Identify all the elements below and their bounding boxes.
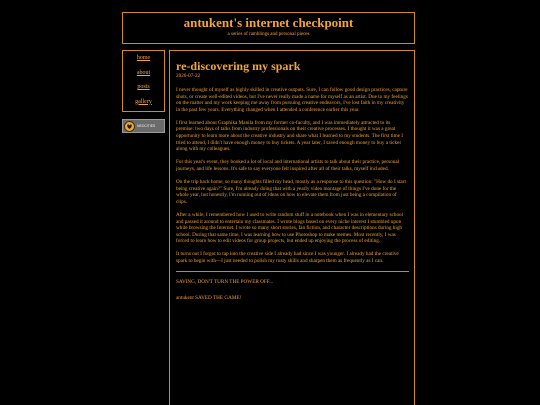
cat-icon [124, 121, 135, 132]
nav-link-posts[interactable]: posts [137, 84, 150, 90]
post-paragraph: For this year's event, they booked a lot of local and international artists to talk about their practice, personal journeys, and life lessons. It's safe to say everyone felt inspired after all of their talks, myself included. [176, 159, 400, 172]
save-prompt: SAVING, DON'T TURN THE POWER OFF... [176, 279, 274, 286]
post-content [169, 50, 415, 405]
badge-text: NEOCITIES [137, 124, 156, 128]
post-paragraph: On the trip back home, so many thoughts filled my head, mostly as a response to this question: "How do I start being creative again?" Sure, I'm already doing that with a yearly video montage of things I've done for the whole year, but honestly, I'm running out of ideas on how to elevate them from just being a compilation of clips. [176, 179, 406, 205]
post-date: 2026-07-22 [176, 73, 201, 79]
site-subtitle: a series of ramblings and personal pieces [227, 32, 310, 37]
site-title: antukent's internet checkpoint [183, 15, 354, 30]
nav-link-about[interactable]: about [136, 69, 151, 76]
save-done: antukent SAVED THE GAME! [176, 295, 242, 302]
post-title: re-discovering my spark [176, 59, 301, 73]
post-paragraph: It turns out I forgot to tap into the creative side I already had since I was younger. I already had the creative spark to begin with—I just needed to polish my rusty skills and sharpen them as frequently as I can. [176, 251, 399, 264]
nav-link-gallery[interactable]: gallery [135, 98, 152, 105]
divider [176, 271, 409, 272]
post-paragraph: I never thought of myself as highly skilled in creative outputs. Sure, I can follow good design practices, capture shots, or create well-edited videos, but I've never really made a name for myself as an artist. Due to my feelings on the matter and my work keeping me away from pursuing creative endeavors, I've lost faith in my creativity in the past few years. Everything changed when I attended a conference earlier this year. [176, 87, 408, 113]
post-paragraph: After a while, I remembered how I used to write random stuff in a notebook when I was in elementary school and passed it around to entertain my classmates. I wrote blogs based on every niche interest I stumbled upon while browsing the Internet. I wrote so many short stories, fan fiction, and character descriptions during high school. During that same time, I was learning how to use Photoshop to make memes. Most recently, I was forced to learn how to edit videos for group projects, but ended up enjoying the process of editing. [176, 211, 404, 245]
cat-icon-svg [126, 123, 133, 130]
sidebar-nav [122, 50, 165, 112]
neocities-badge[interactable] [122, 119, 165, 133]
site-header [122, 12, 415, 44]
post-paragraph: I first learned about Graphika Manila from my former co-faculty, and I was immediately attracted to its premise: two days of talks from industry professionals on their creative processes. I thought it was a great opportunity to learn more about the creative industry and share what I learned to my students. The first time I tried to attend, I didn't have enough money to buy tickets. A year later, I saved enough money to buy a ticket along with my colleagues. [176, 119, 403, 153]
nav-link-home[interactable]: home [136, 55, 151, 61]
post-body [176, 87, 409, 265]
